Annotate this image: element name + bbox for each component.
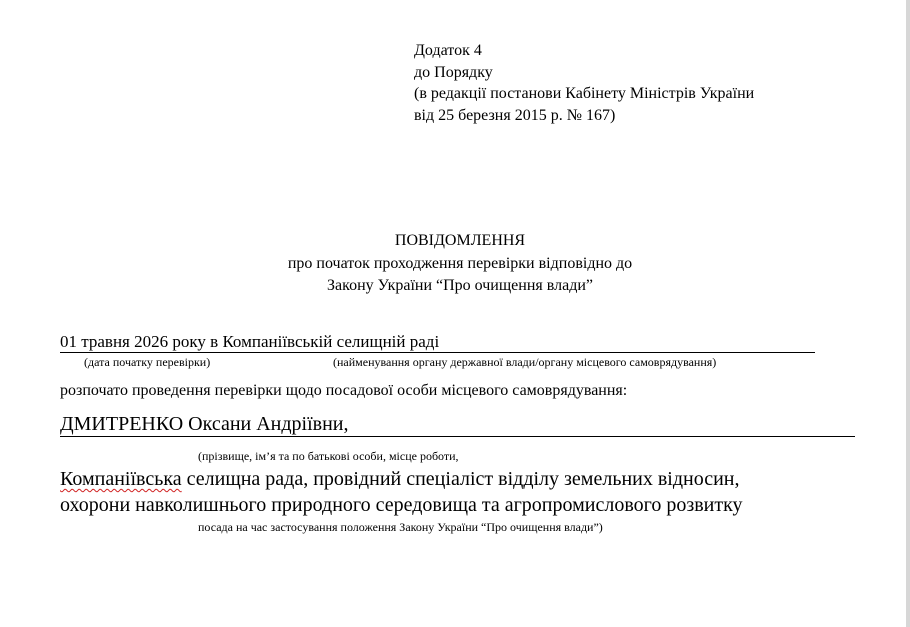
check-authority: Компаніївській селищній раді [222,332,440,351]
notice-subtitle-2: Закону України “Про очищення влади” [327,277,593,294]
check-connector: в [210,332,219,351]
workplace-line-2: охорони навколишнього природного середовища та агропромислового розвитку [60,494,743,516]
appendix-procedure: до Порядку [414,64,493,81]
statement-text: розпочато проведення перевірки щодо посадової особи місцевого самоврядування: [60,382,628,399]
appendix-edition: (в редакції постанови Кабінету Міністрів України [414,85,755,102]
workplace-name: Компаніївська [60,468,182,490]
caption-check-date: (дата початку перевірки) [84,355,211,369]
notice-subtitle-1: про початок проходження перевірки відповідно до [287,255,633,272]
appendix-number: Додаток 4 [414,42,482,59]
person-name-line [60,413,855,437]
appendix-date: від 25 березня 2015 р. № 167) [414,107,616,124]
workplace-line-1 [60,468,740,491]
caption-position: посада на час застосування положення Закону України “Про очищення влади”) [198,520,603,534]
person-name: ДМИТРЕНКО Оксани Андріївни, [60,413,349,435]
check-start-line [60,332,815,353]
notice-title: ПОВІДОМЛЕННЯ [394,232,526,249]
check-date: 01 травня 2026 року [60,332,206,351]
caption-person: (прізвище, ім’я та по батькові особи, місце роботи, [198,449,459,463]
page-edge [906,0,910,627]
workplace-position: селищна рада, провідний спеціаліст відділу земельних відносин, [181,468,740,490]
caption-authority: (найменування органу державної влади/органу місцевого самоврядування) [333,355,717,369]
